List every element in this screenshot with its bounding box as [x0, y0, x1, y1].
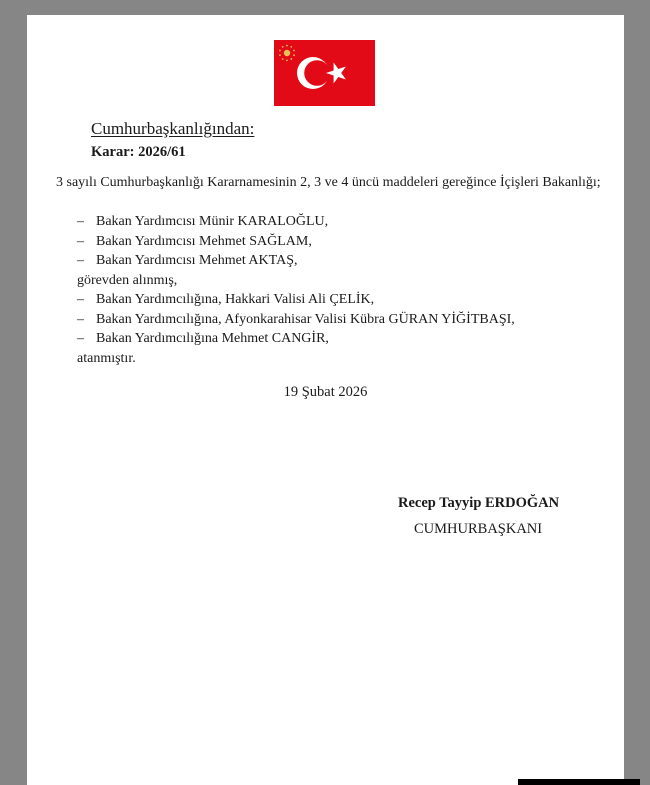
list-dash: – — [77, 233, 84, 249]
signature-name: Recep Tayyip ERDOĞAN — [398, 495, 560, 511]
list-dash: – — [77, 311, 84, 327]
issuer-header: Cumhurbaşkanlığından: — [91, 119, 255, 138]
decision-number: Karar: 2026/61 — [91, 144, 186, 160]
list-dash: – — [77, 292, 84, 307]
list-item: – Bakan Yardımcısı Mehmet SAĞLAM, — [77, 232, 515, 252]
document-page — [27, 15, 624, 785]
decision-list — [77, 212, 515, 368]
intro-paragraph: 3 sayılı Cumhurbaşkanlığı Kararnamesinin 2, 3 ve 4 üncü maddeleri gereğince İçişleri Bakanlığı; — [56, 175, 601, 190]
list-item: – Bakan Yardımcısı Mehmet AKTAŞ, — [77, 251, 515, 271]
list-item: – Bakan Yardımcılığına Mehmet CANGİR, — [77, 329, 515, 349]
list-dash: – — [77, 331, 84, 346]
list-dash: – — [77, 253, 84, 268]
presidential-seal-icon — [278, 44, 296, 62]
dismissed-label: görevden alınmış, — [77, 272, 178, 288]
list-dash: – — [77, 214, 84, 229]
list-item: – Bakan Yardımcısı Münir KARALOĞLU, — [77, 212, 515, 232]
signature-title: CUMHURBAŞKANI — [414, 521, 543, 537]
bottom-black-bar — [518, 779, 640, 785]
appointed-label: atanmıştır. — [77, 350, 136, 366]
decision-date: 19 Şubat 2026 — [283, 384, 368, 400]
list-item: – Bakan Yardımcılığına, Afyonkarahisar Valisi Kübra GÜRAN YİĞİTBAŞI, — [77, 310, 515, 330]
list-item: – Bakan Yardımcılığına, Hakkari Valisi Ali ÇELİK, — [77, 290, 515, 310]
